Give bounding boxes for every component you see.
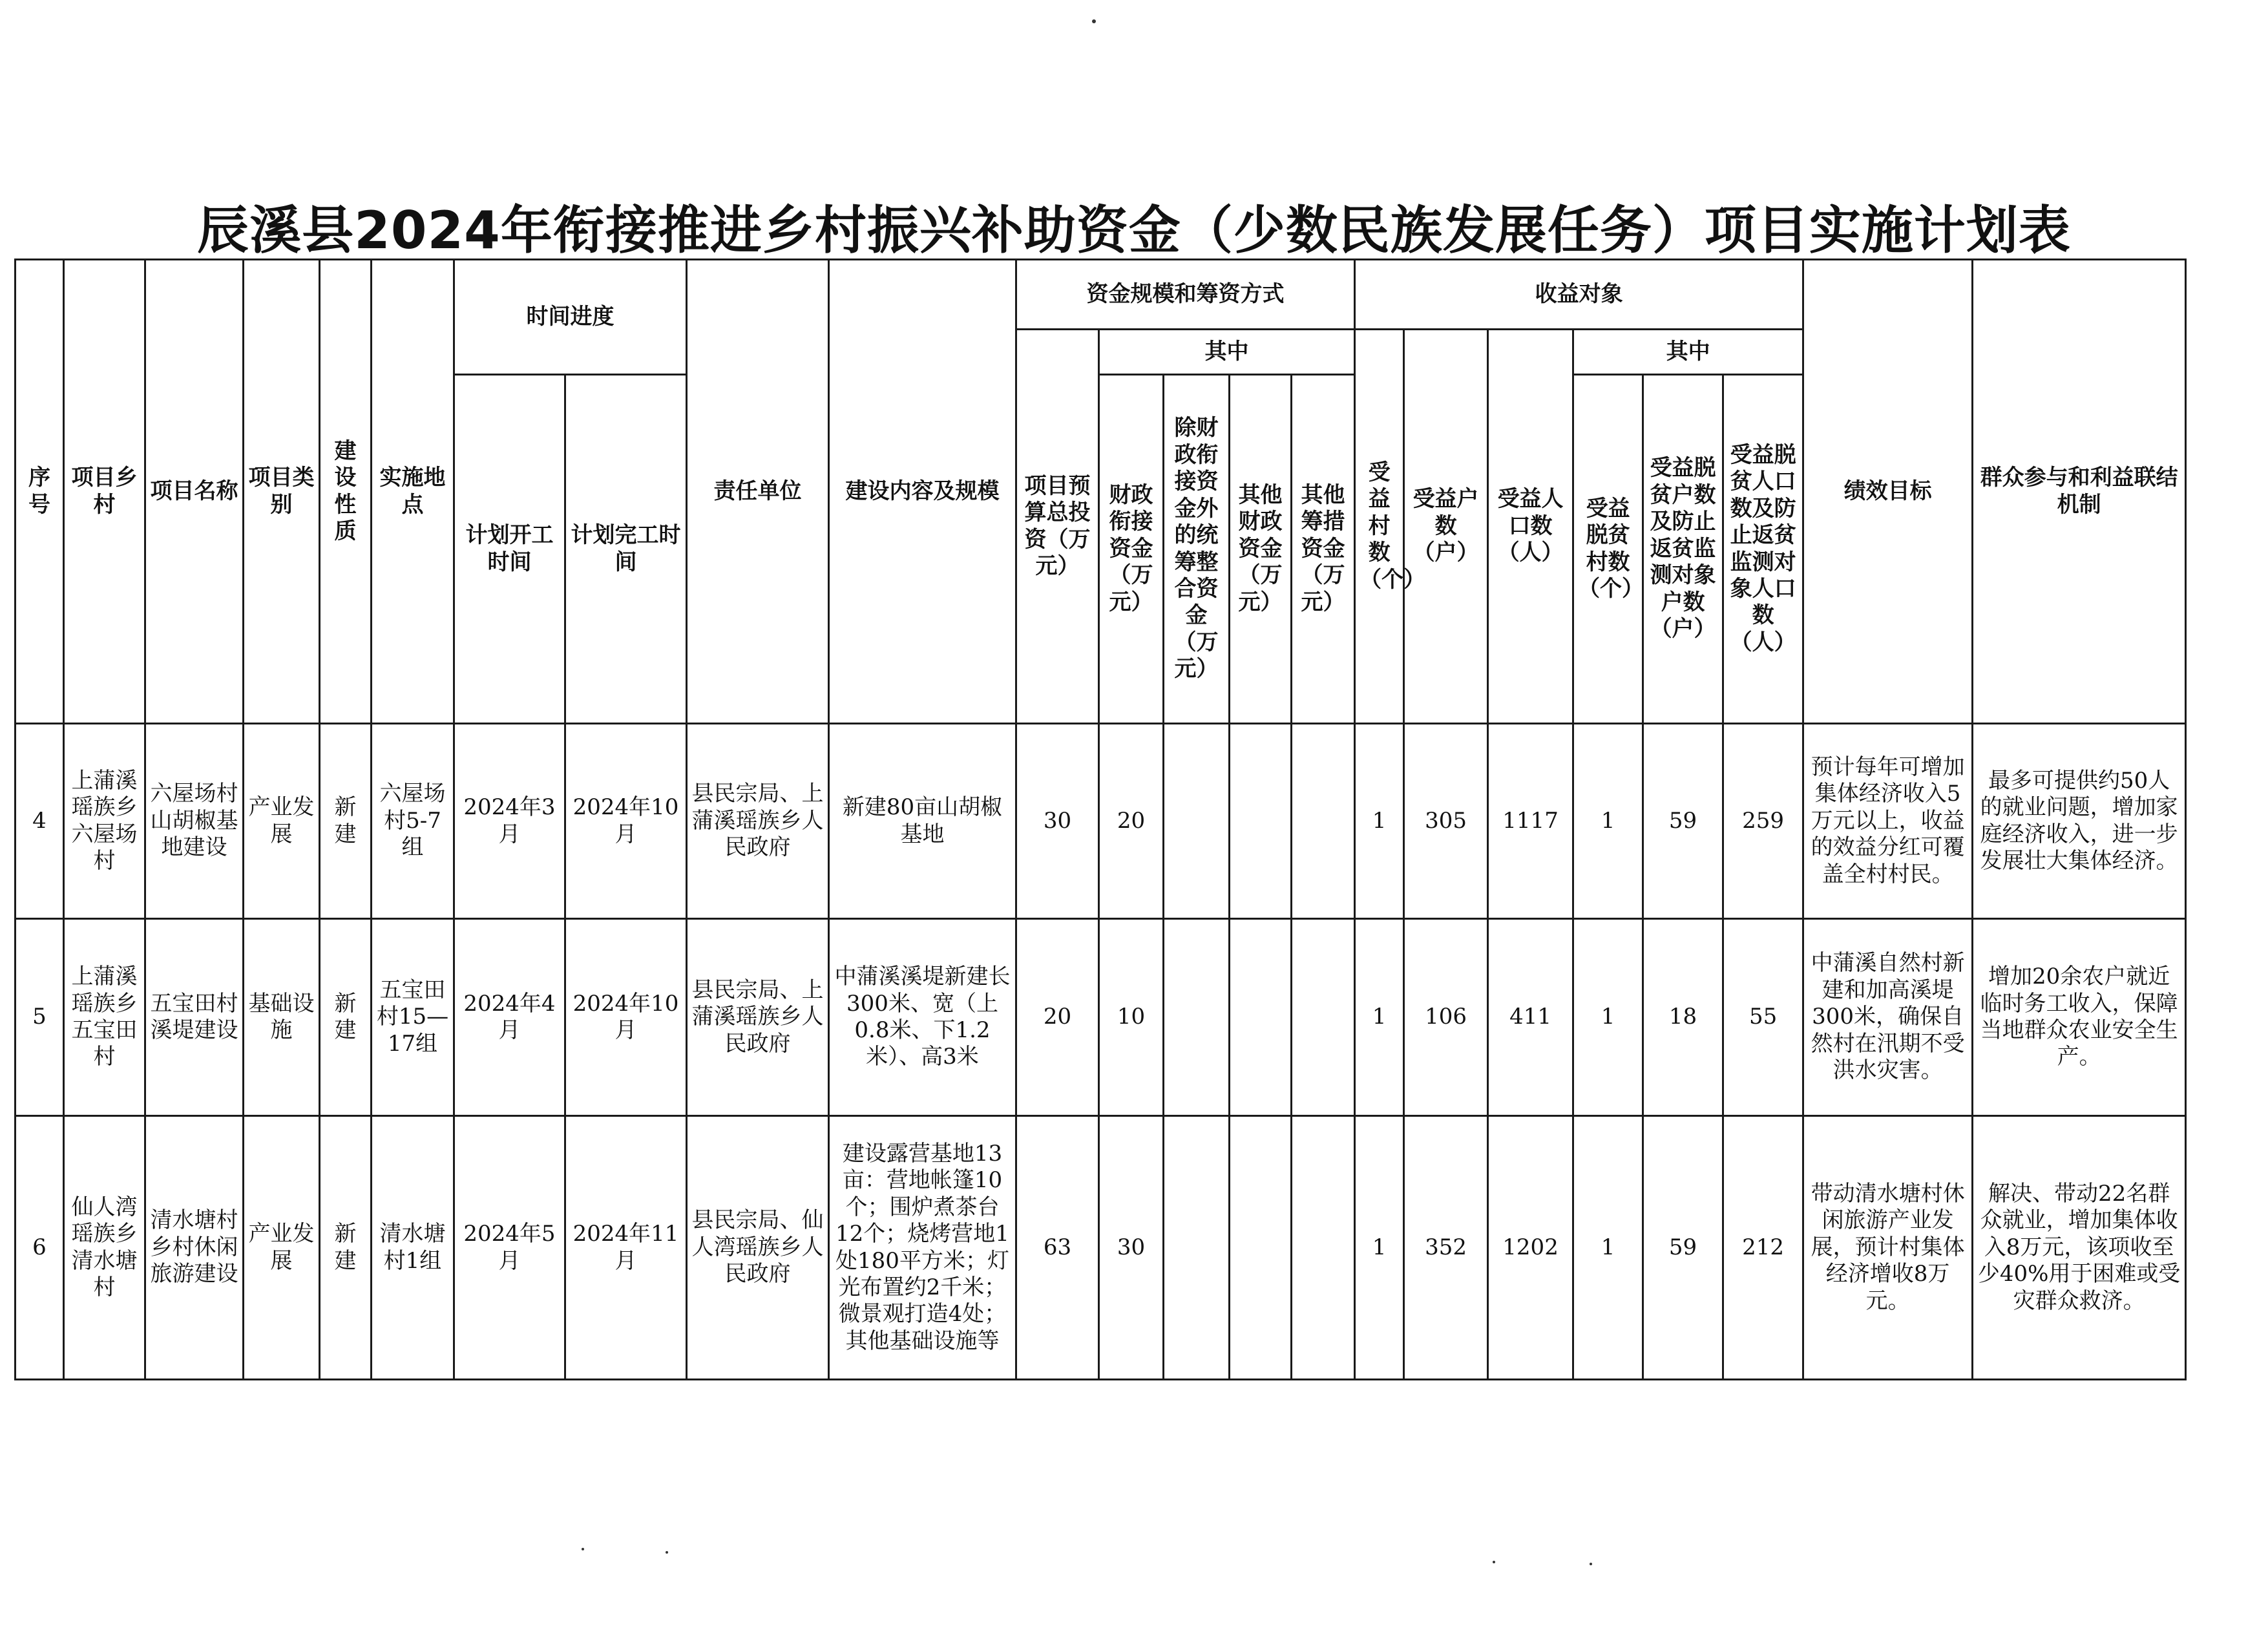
header-other-raised-funds: 其他筹措资金（万元） bbox=[1292, 375, 1355, 724]
implementation-plan-table bbox=[14, 259, 2187, 1380]
cell-beneficiary-villages: 1 bbox=[1355, 724, 1404, 919]
cell-location: 六屋场村5-7组 bbox=[372, 724, 454, 919]
header-township-village: 项目乡村 bbox=[64, 260, 145, 724]
scan-speck bbox=[582, 1548, 584, 1550]
cell-fiscal-funds: 10 bbox=[1099, 919, 1164, 1116]
cell-total-budget: 63 bbox=[1016, 1116, 1099, 1380]
scan-speck bbox=[1092, 19, 1096, 23]
cell-other-raised-funds bbox=[1292, 1116, 1355, 1380]
header-beneficiary-population: 受益人口数（人） bbox=[1488, 330, 1573, 724]
header-total-budget: 项目预算总投资（万元） bbox=[1016, 330, 1099, 724]
cell-other-integrated-funds bbox=[1164, 919, 1230, 1116]
scan-speck bbox=[1493, 1561, 1495, 1563]
cell-performance-goal: 带动清水塘村休闲旅游产业发展，预计村集体经济增收8万元。 bbox=[1803, 1116, 1973, 1380]
cell-poverty-households: 59 bbox=[1643, 724, 1723, 919]
cell-township-village: 上蒲溪瑶族乡六屋场村 bbox=[64, 724, 145, 919]
header-planned-start: 计划开工时间 bbox=[454, 375, 565, 724]
cell-nature: 新建 bbox=[320, 919, 372, 1116]
cell-beneficiary-population: 1117 bbox=[1488, 724, 1573, 919]
header-funding-sub-group: 其中 bbox=[1099, 330, 1355, 375]
cell-poverty-population: 259 bbox=[1723, 724, 1803, 919]
scan-speck bbox=[1590, 1563, 1592, 1565]
cell-poverty-exit-villages: 1 bbox=[1573, 1116, 1643, 1380]
cell-total-budget: 20 bbox=[1016, 919, 1099, 1116]
cell-poverty-population: 55 bbox=[1723, 919, 1803, 1116]
header-beneficiary-group: 收益对象 bbox=[1355, 260, 1803, 330]
cell-location: 清水塘村1组 bbox=[372, 1116, 454, 1380]
cell-seq: 5 bbox=[16, 919, 64, 1116]
table-row bbox=[16, 1116, 2186, 1380]
cell-performance-goal: 中蒲溪自然村新建和加高溪堤300米，确保自然村在汛期不受洪水灾害。 bbox=[1803, 919, 1973, 1116]
cell-participation-mechanism: 解决、带动22名群众就业，增加集体收入8万元，该项收至少40%用于困难或受灾群众救济。 bbox=[1973, 1116, 2186, 1380]
cell-beneficiary-households: 106 bbox=[1404, 919, 1488, 1116]
cell-project-name: 清水塘村乡村休闲旅游建设 bbox=[145, 1116, 244, 1380]
cell-beneficiary-villages: 1 bbox=[1355, 1116, 1404, 1380]
cell-seq: 6 bbox=[16, 1116, 64, 1380]
cell-other-fiscal-funds bbox=[1230, 724, 1292, 919]
cell-other-raised-funds bbox=[1292, 724, 1355, 919]
cell-planned-end: 2024年11月 bbox=[565, 1116, 687, 1380]
cell-category: 产业发展 bbox=[244, 724, 320, 919]
cell-category: 产业发展 bbox=[244, 1116, 320, 1380]
header-poverty-exit-villages: 受益脱贫村数（个） bbox=[1573, 375, 1643, 724]
header-fiscal-funds: 财政衔接资金（万元） bbox=[1099, 375, 1164, 724]
cell-planned-end: 2024年10月 bbox=[565, 919, 687, 1116]
document-title: 辰溪县2024年衔接推进乡村振兴补助资金（少数民族发展任务）项目实施计划表 bbox=[197, 200, 2071, 260]
header-schedule-group: 时间进度 bbox=[454, 260, 687, 375]
header-project-name: 项目名称 bbox=[145, 260, 244, 724]
header-seq: 序号 bbox=[16, 260, 64, 724]
cell-participation-mechanism: 最多可提供约50人的就业问题，增加家庭经济收入，进一步发展壮大集体经济。 bbox=[1973, 724, 2186, 919]
cell-planned-end: 2024年10月 bbox=[565, 724, 687, 919]
cell-other-integrated-funds bbox=[1164, 724, 1230, 919]
header-nature: 建设性质 bbox=[320, 260, 372, 724]
header-beneficiary-villages: 受益村数（个） bbox=[1355, 330, 1404, 724]
header-performance-goal: 绩效目标 bbox=[1803, 260, 1973, 724]
cell-nature: 新建 bbox=[320, 724, 372, 919]
table-row bbox=[16, 919, 2186, 1116]
cell-content-scale: 中蒲溪溪堤新建长300米、宽（上0.8米、下1.2米）、高3米 bbox=[829, 919, 1016, 1116]
header-beneficiary-sub-group: 其中 bbox=[1573, 330, 1803, 375]
scan-speck bbox=[666, 1551, 668, 1554]
cell-performance-goal: 预计每年可增加集体经济收入5万元以上，收益的效益分红可覆盖全村村民。 bbox=[1803, 724, 1973, 919]
header-planned-end: 计划完工时间 bbox=[565, 375, 687, 724]
cell-responsible-unit: 县民宗局、上蒲溪瑶族乡人民政府 bbox=[687, 919, 829, 1116]
cell-township-village: 仙人湾瑶族乡清水塘村 bbox=[64, 1116, 145, 1380]
cell-township-village: 上蒲溪瑶族乡五宝田村 bbox=[64, 919, 145, 1116]
cell-beneficiary-population: 411 bbox=[1488, 919, 1573, 1116]
header-funding-group: 资金规模和筹资方式 bbox=[1016, 260, 1355, 330]
cell-participation-mechanism: 增加20余农户就近临时务工收入，保障当地群众农业安全生产。 bbox=[1973, 919, 2186, 1116]
cell-other-fiscal-funds bbox=[1230, 1116, 1292, 1380]
cell-content-scale: 新建80亩山胡椒基地 bbox=[829, 724, 1016, 919]
cell-total-budget: 30 bbox=[1016, 724, 1099, 919]
cell-planned-start: 2024年5月 bbox=[454, 1116, 565, 1380]
cell-other-raised-funds bbox=[1292, 919, 1355, 1116]
cell-beneficiary-households: 305 bbox=[1404, 724, 1488, 919]
table-row bbox=[16, 724, 2186, 919]
header-category: 项目类别 bbox=[244, 260, 320, 724]
cell-fiscal-funds: 30 bbox=[1099, 1116, 1164, 1380]
cell-project-name: 六屋场村山胡椒基地建设 bbox=[145, 724, 244, 919]
cell-fiscal-funds: 20 bbox=[1099, 724, 1164, 919]
cell-poverty-households: 18 bbox=[1643, 919, 1723, 1116]
cell-nature: 新建 bbox=[320, 1116, 372, 1380]
cell-planned-start: 2024年3月 bbox=[454, 724, 565, 919]
cell-other-fiscal-funds bbox=[1230, 919, 1292, 1116]
header-content-scale: 建设内容及规模 bbox=[829, 260, 1016, 724]
cell-poverty-population: 212 bbox=[1723, 1116, 1803, 1380]
cell-responsible-unit: 县民宗局、仙人湾瑶族乡人民政府 bbox=[687, 1116, 829, 1380]
cell-other-integrated-funds bbox=[1164, 1116, 1230, 1380]
header-responsible-unit: 责任单位 bbox=[687, 260, 829, 724]
cell-location: 五宝田村15—17组 bbox=[372, 919, 454, 1116]
cell-responsible-unit: 县民宗局、上蒲溪瑶族乡人民政府 bbox=[687, 724, 829, 919]
cell-beneficiary-households: 352 bbox=[1404, 1116, 1488, 1380]
cell-beneficiary-population: 1202 bbox=[1488, 1116, 1573, 1380]
header-participation-mechanism: 群众参与和利益联结机制 bbox=[1973, 260, 2186, 724]
cell-poverty-households: 59 bbox=[1643, 1116, 1723, 1380]
header-beneficiary-households: 受益户数（户） bbox=[1404, 330, 1488, 724]
cell-poverty-exit-villages: 1 bbox=[1573, 724, 1643, 919]
header-other-fiscal-funds: 其他财政资金（万元） bbox=[1230, 375, 1292, 724]
header-poverty-households: 受益脱贫户数及防止返贫监测对象户数（户） bbox=[1643, 375, 1723, 724]
cell-category: 基础设施 bbox=[244, 919, 320, 1116]
header-other-integrated-funds: 除财政衔接资金外的统筹整合资金（万元） bbox=[1164, 375, 1230, 724]
header-location: 实施地点 bbox=[372, 260, 454, 724]
cell-planned-start: 2024年4月 bbox=[454, 919, 565, 1116]
cell-content-scale: 建设露营基地13亩：营地帐篷10个；围炉煮茶台12个；烧烤营地1处180平方米；灯光布置约2千米；微景观打造4处；其他基础设施等 bbox=[829, 1116, 1016, 1380]
cell-poverty-exit-villages: 1 bbox=[1573, 919, 1643, 1116]
header-poverty-population: 受益脱贫人口数及防止返贫监测对象人口数（人） bbox=[1723, 375, 1803, 724]
cell-project-name: 五宝田村溪堤建设 bbox=[145, 919, 244, 1116]
cell-beneficiary-villages: 1 bbox=[1355, 919, 1404, 1116]
cell-seq: 4 bbox=[16, 724, 64, 919]
